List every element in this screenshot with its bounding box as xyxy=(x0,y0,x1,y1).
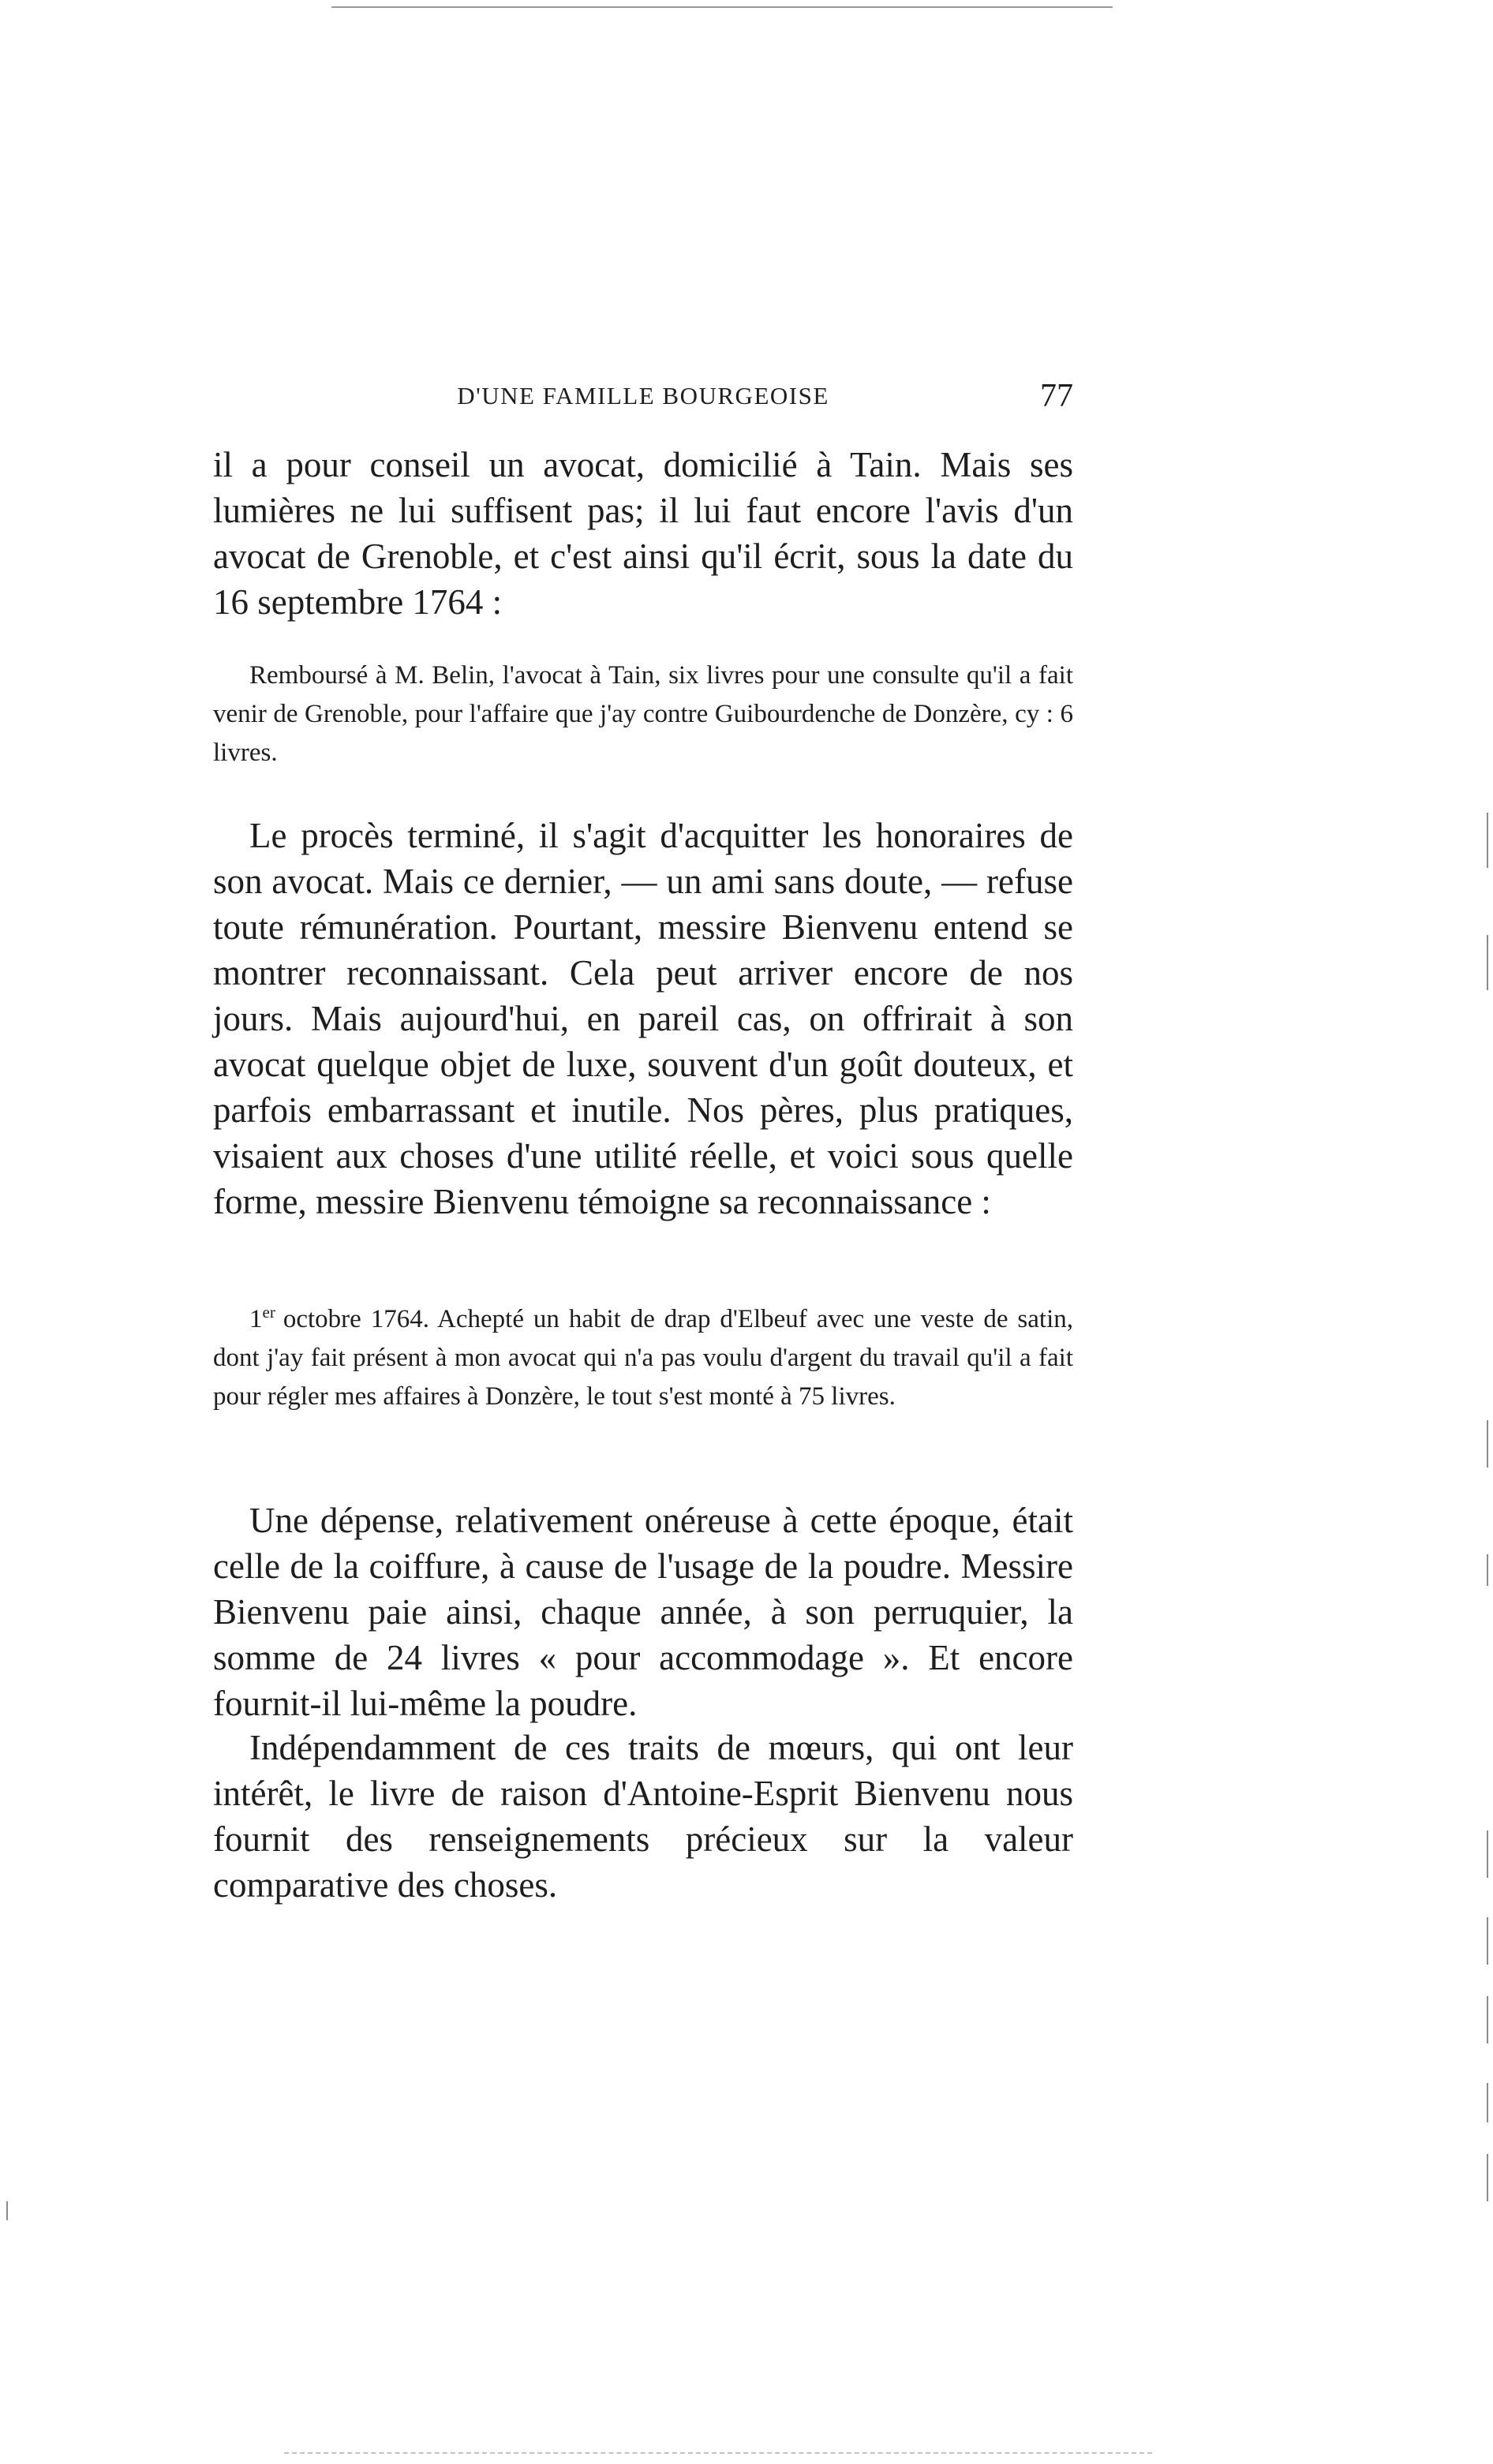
quote-entry-2 xyxy=(213,1300,1073,1416)
paragraph-4: Indépendamment de ces traits de mœurs, qui ont leur intérêt, le livre de raison d'Antoine-Esprit Bienvenu nous fournit des renseignements précieux sur la valeur comparative des choses. xyxy=(213,1728,1073,1905)
paragraph-3: Une dépense, relativement onéreuse à cette époque, était celle de la coiffure, à cause de l'usage de la poudre. Messire Bienvenu paie ainsi, chaque année, à son perruquier, la somme de 24 livres « pour accommodage ». Et encore fournit-il lui-même la poudre. xyxy=(213,1501,1073,1723)
right-edge-mark xyxy=(1487,1420,1488,1468)
right-edge-mark xyxy=(1487,935,1488,990)
bottom-scan-rule xyxy=(284,2452,1152,2454)
right-edge-mark xyxy=(1487,1830,1488,1878)
right-edge-mark xyxy=(1487,2154,1488,2201)
right-edge-mark xyxy=(1487,1554,1488,1586)
page-header xyxy=(213,377,1073,424)
quote-date-ordinal: 1 xyxy=(249,1305,263,1333)
left-edge-mark xyxy=(6,2201,8,2220)
quote-entry-1: Remboursé à M. Belin, l'avocat à Tain, six livres pour une consulte qu'il a fait venir de Grenoble, pour l'affaire que j'ay contre Guibourdenche de Donzère, cy : 6 livres. xyxy=(213,661,1073,767)
top-scan-rule xyxy=(331,6,1113,8)
paragraph-1: il a pour conseil un avocat, domicilié à Tain. Mais ses lumières ne lui suffisent pas; il lui faut encore l'avis d'un avocat de Grenoble, et c'est ainsi qu'il écrit, sous la date du 16 septembre 1764 : xyxy=(213,445,1073,622)
right-edge-mark xyxy=(1487,1996,1488,2043)
quote-date-ordinal-suffix: er xyxy=(262,1303,275,1322)
page-number: 77 xyxy=(1040,378,1073,414)
right-edge-mark xyxy=(1487,813,1488,868)
quote-entry-2-text: octobre 1764. Achepté un habit de drap d'Elbeuf avec une veste de satin, dont j'ay fait présent à mon avocat qui n'a pas voulu d'argent du travail qu'il a fait pour régler mes affaires à Donzère, le tout s'est monté à 75 livres. xyxy=(213,1305,1073,1411)
paragraph-2: Le procès terminé, il s'agit d'acquitter les honoraires de son avocat. Mais ce dernier, — un ami sans doute, — refuse toute rémunération. Pourtant, messire Bienvenu entend se montrer reconnaissant. Cela peut arriver encore de nos jours. Mais aujourd'hui, en pareil cas, on offrirait à son avocat quelque objet de luxe, souvent d'un goût douteux, et parfois embarrassant et inutile. Nos pères, plus pratiques, visaient aux choses d'une utilité réelle, et voici sous quelle forme, messire Bienvenu témoigne sa reconnaissance : xyxy=(213,816,1073,1221)
running-head: D'UNE FAMILLE BOURGEOISE xyxy=(457,382,829,409)
right-edge-mark xyxy=(1487,1917,1488,1965)
right-edge-mark xyxy=(1487,2083,1488,2122)
